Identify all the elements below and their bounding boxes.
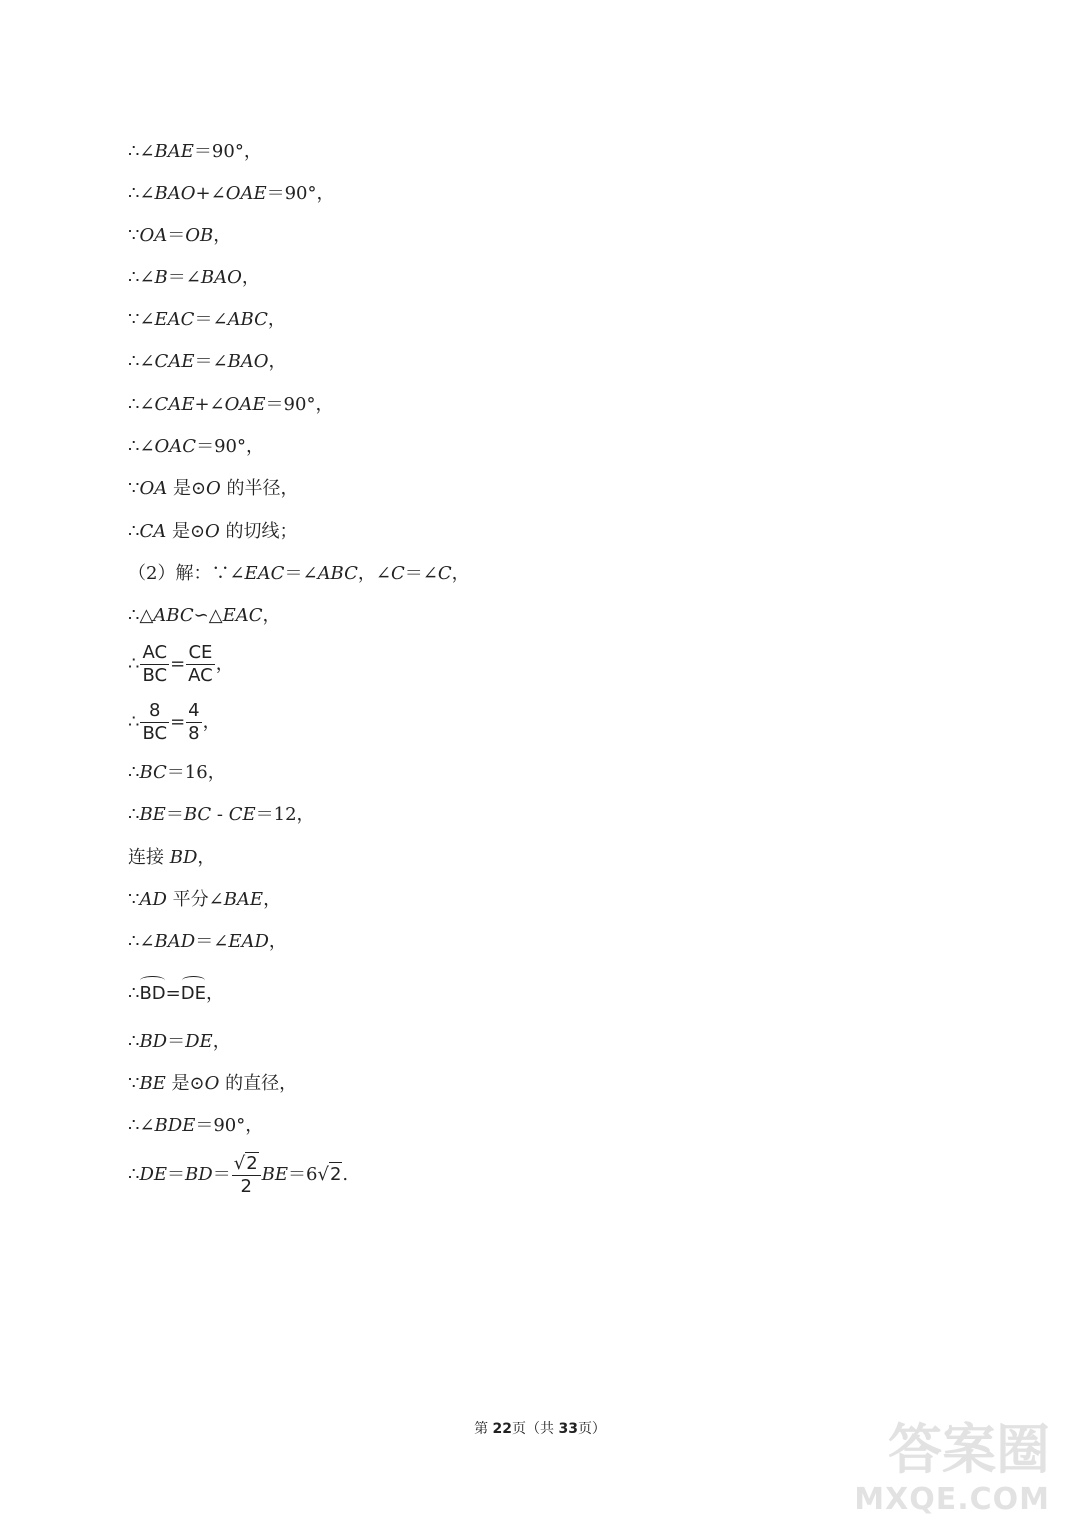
- proof-line-10: ∴CA 是⊙O 的切线；: [128, 521, 298, 542]
- proof-line-20: ∴∠BDE＝90°，: [128, 1115, 264, 1136]
- watermark-site: MXQE.COM: [854, 1482, 1050, 1517]
- proof-line-12: ∴△ABC∽△EAC，: [128, 605, 281, 626]
- proof-line-6: ∴∠CAE＝∠BAO，: [128, 351, 287, 372]
- arc-de: DE: [181, 976, 206, 1006]
- arc-line: ∴BD=DE，: [128, 976, 224, 1006]
- proof-line-8: ∴∠OAC＝90°，: [128, 436, 264, 457]
- fraction: $\frac{4}{8}$: [188, 700, 200, 744]
- page-total: 33: [558, 1421, 578, 1437]
- proof-line-7: ∴∠CAE+∠OAE＝90°，: [128, 394, 334, 415]
- proof-line-14: ∴BE＝BC - CE＝12，: [128, 804, 315, 825]
- watermark-logo: 答案圈: [888, 1418, 1050, 1481]
- page-footer: 第 22页（共 33页）: [474, 1421, 606, 1437]
- proof-line-18: ∴BD＝DE，: [128, 1031, 231, 1052]
- fraction-line-1: ∴ $\frac{AC}{BC}$ = $\frac{CE}{AC}$ ，: [128, 642, 234, 686]
- proof-line-5: ∵∠EAC＝∠ABC，: [128, 309, 286, 330]
- proof-line-13: ∴BC＝16，: [128, 762, 226, 783]
- arc-bd: BD: [139, 976, 165, 1006]
- sqrt-symbol: √2: [317, 1164, 342, 1185]
- proof-line-11: （2）解：∵∠EAC＝∠ABC，∠C＝∠C，: [128, 563, 470, 584]
- proof-line-2: ∴∠BAO+∠OAE＝90°，: [128, 183, 335, 204]
- proof-line-15: 连接 BD，: [128, 847, 216, 868]
- proof-line-16: ∵AD 平分∠BAE，: [128, 889, 282, 910]
- proof-line-3: ∵OA＝OB，: [128, 225, 232, 246]
- fraction: $\frac{AC}{BC}$: [142, 642, 168, 686]
- sqrt-symbol: √2: [233, 1153, 258, 1174]
- sqrt-fraction: $\frac{√2}{2}$: [232, 1152, 261, 1198]
- proof-line-17: ∴∠BAD＝∠EAD，: [128, 931, 287, 952]
- page-number: 22: [492, 1421, 512, 1437]
- proof-line-4: ∴∠B＝∠BAO，: [128, 267, 260, 288]
- fraction: $\frac{CE}{AC}$: [188, 642, 213, 686]
- watermark: [854, 1407, 1050, 1517]
- proof-line-19: ∵BE 是⊙O 的直径，: [128, 1073, 298, 1094]
- proof-line-1: ∴∠BAE＝90°，: [128, 141, 262, 162]
- final-line: ∴DE＝BD＝ $\frac{√2}{2}$ BE＝6√2.: [128, 1153, 349, 1197]
- proof-line-9: ∵OA 是⊙O 的半径，: [128, 478, 299, 499]
- fraction: $\frac{8}{BC}$: [142, 700, 168, 744]
- fraction-line-2: ∴ $\frac{8}{BC}$ = $\frac{4}{8}$ ，: [128, 700, 221, 744]
